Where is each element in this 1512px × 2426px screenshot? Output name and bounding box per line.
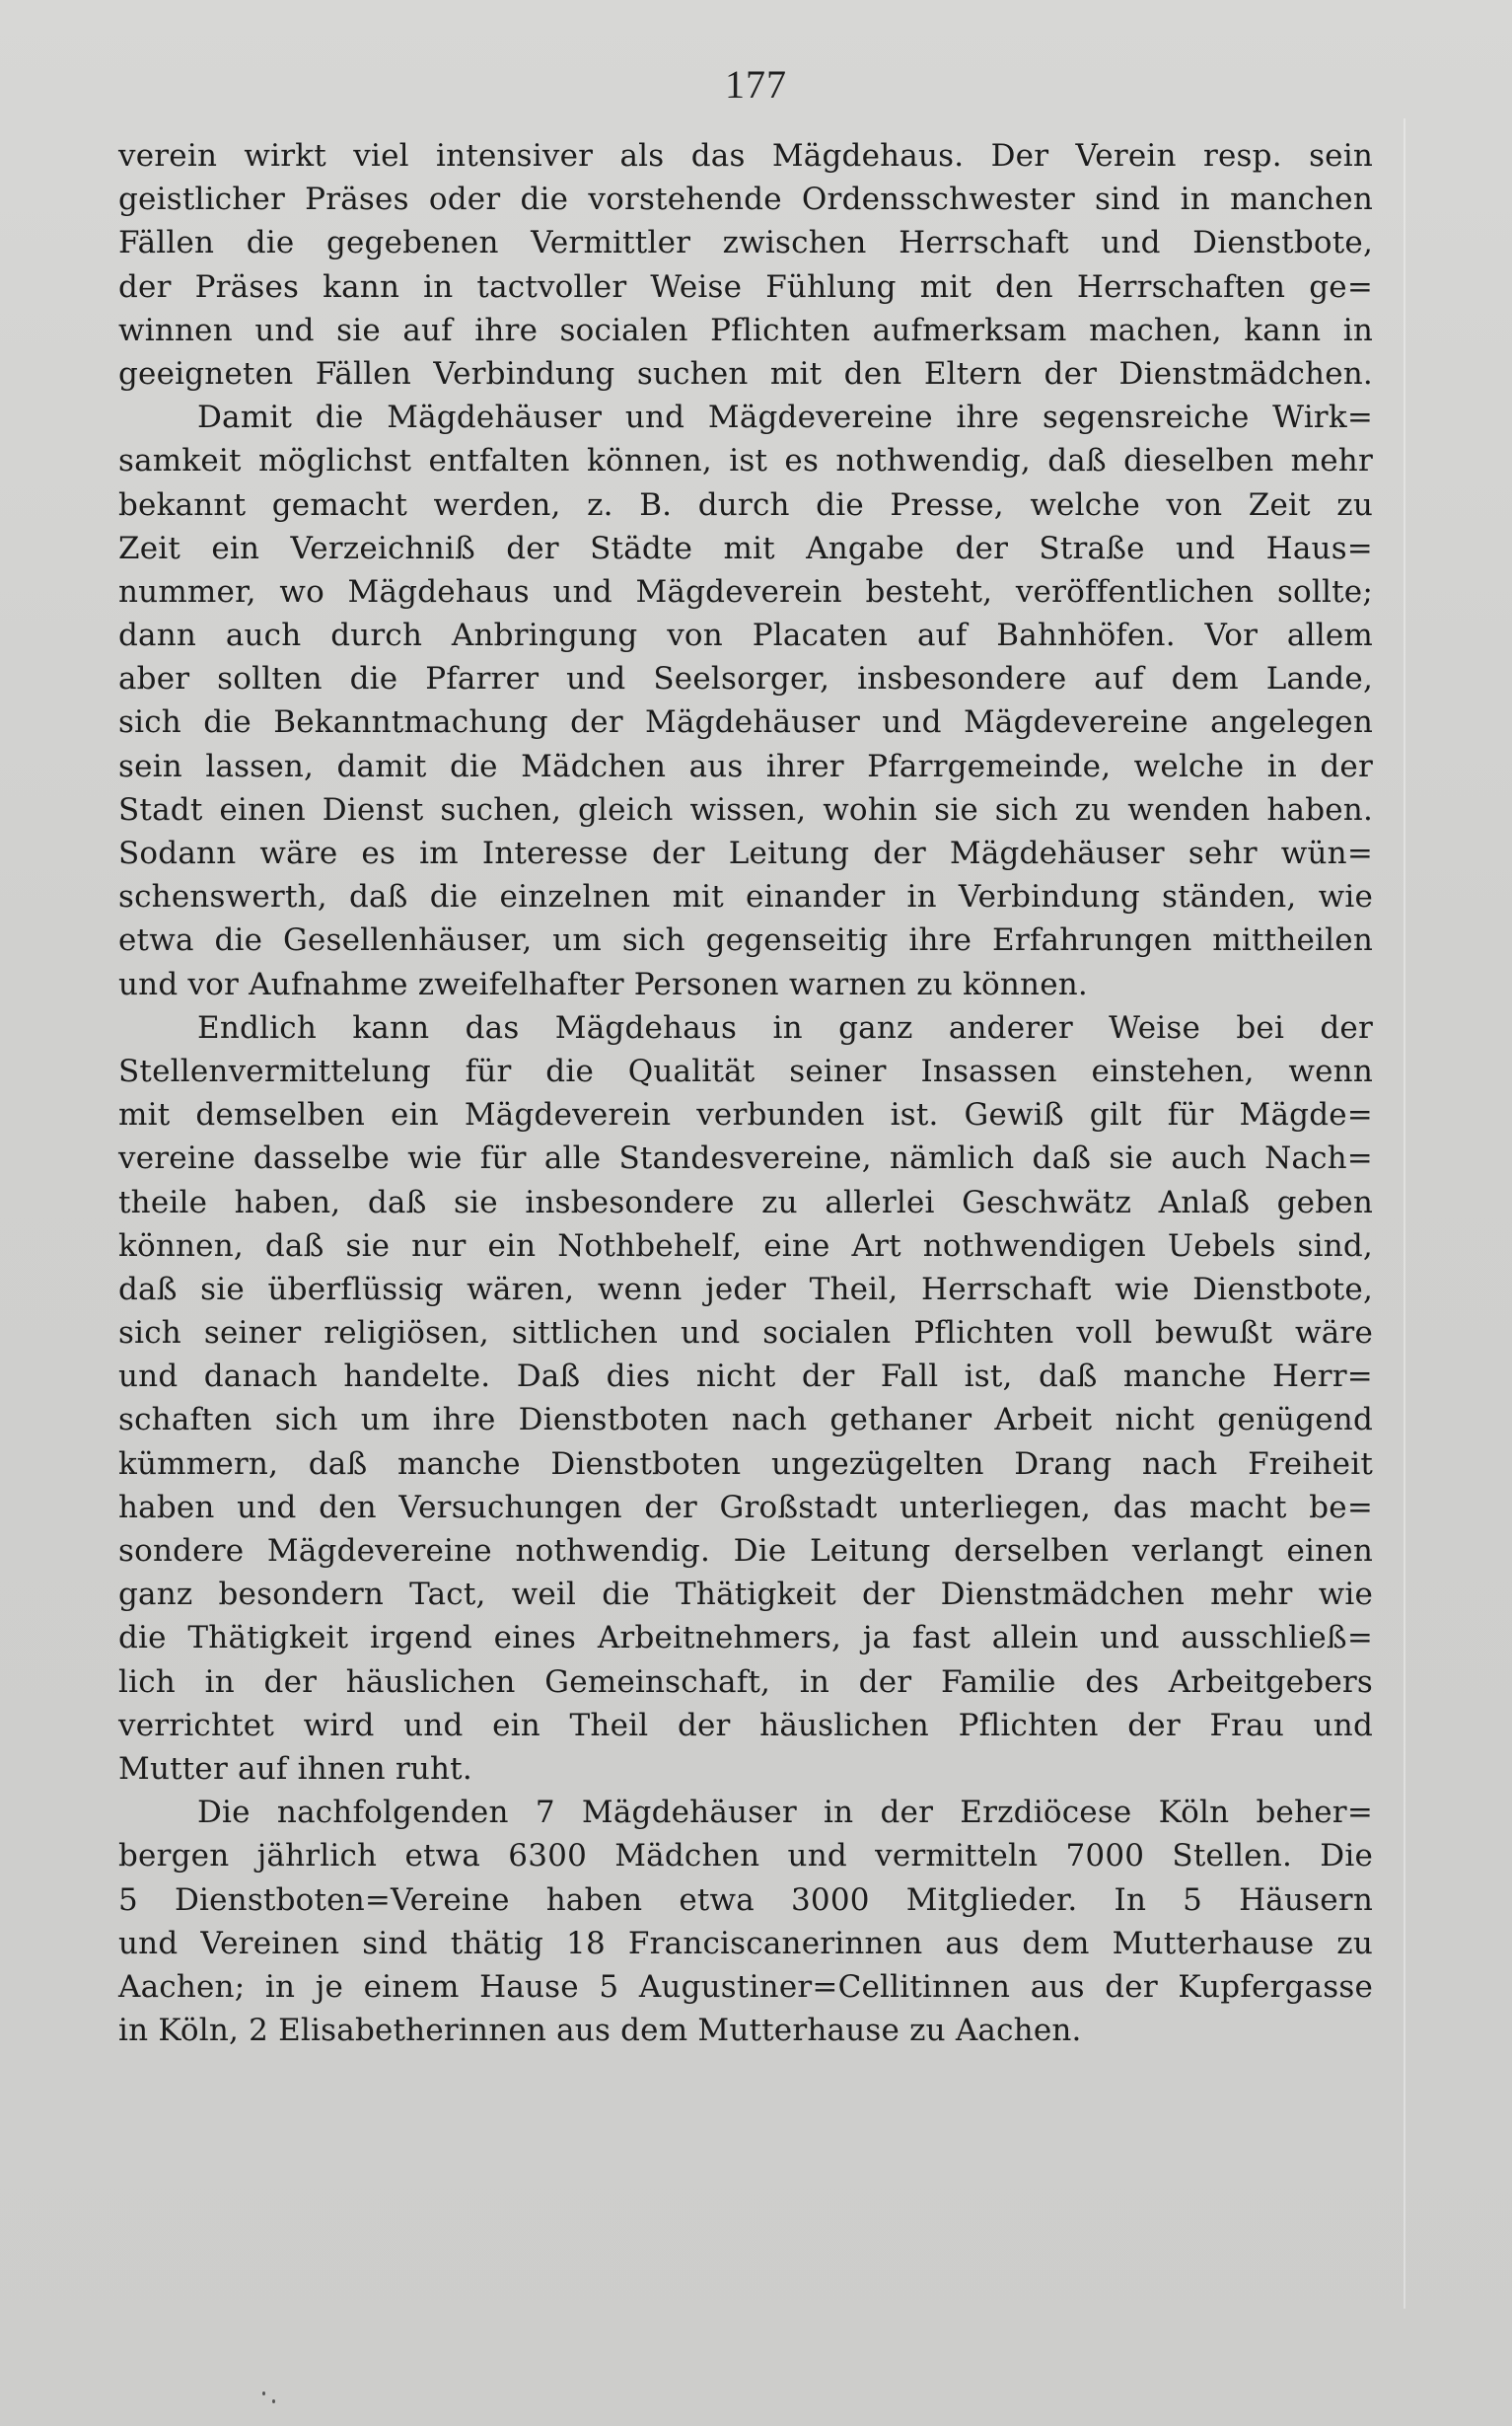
text-line: Aachen; in je einem Hause 5 Augustiner=Cellitinnen aus der Kupfergasse bbox=[118, 1968, 1373, 2005]
text-line: kümmern, daß manche Dienstboten ungezügelten Drang nach Freiheit bbox=[118, 1445, 1373, 1482]
text-line: nummer, wo Mägdehaus und Mägdeverein besteht, veröffentlichen sollte; bbox=[118, 573, 1373, 610]
text-line: verrichtet wird und ein Theil der häuslichen Pflichten der Frau und bbox=[118, 1707, 1373, 1743]
text-line: haben und den Versuchungen der Großstadt unterliegen, das macht be= bbox=[118, 1489, 1373, 1525]
paragraph-end-line: Mutter auf ihnen ruht. bbox=[118, 1750, 472, 1787]
text-line: verein wirkt viel intensiver als das Mägdehaus. Der Verein resp. sein bbox=[118, 138, 1373, 174]
paper-speck bbox=[272, 2399, 275, 2403]
text-line: sein lassen, damit die Mädchen aus ihrer Pfarrgemeinde, welche in der bbox=[118, 748, 1373, 784]
text-line: vereine dasselbe wie für alle Standesvereine, nämlich daß sie auch Nach= bbox=[118, 1140, 1373, 1177]
page-number: 177 bbox=[725, 62, 787, 107]
text-line: schaften sich um ihre Dienstboten nach gethaner Arbeit nicht genügend bbox=[118, 1402, 1373, 1438]
text-line: lich in der häuslichen Gemeinschaft, in der Familie des Arbeitgebers bbox=[118, 1663, 1373, 1700]
paragraph-start-line: Damit die Mägdehäuser und Mägdevereine ihre segensreiche Wirk= bbox=[197, 400, 1373, 436]
text-line: winnen und sie auf ihre socialen Pflichten aufmerksam machen, kann in bbox=[118, 312, 1373, 348]
text-line: und Vereinen sind thätig 18 Franciscanerinnen aus dem Mutterhause zu bbox=[118, 1925, 1373, 1961]
text-line: Sodann wäre es im Interesse der Leitung der Mägdehäuser sehr wün= bbox=[118, 836, 1373, 871]
text-line: sich die Bekanntmachung der Mägdehäuser und Mägdevereine angelegen bbox=[118, 704, 1373, 741]
text-line: geeigneten Fällen Verbindung suchen mit den Eltern der Dienstmädchen. bbox=[118, 355, 1373, 392]
text-line: Stadt einen Dienst suchen, gleich wissen, wohin sie sich zu wenden haben. bbox=[118, 791, 1373, 828]
paper-speck bbox=[262, 2391, 265, 2395]
text-line: sich seiner religiösen, sittlichen und socialen Pflichten voll bewußt wäre bbox=[118, 1315, 1373, 1352]
text-line: etwa die Gesellenhäuser, um sich gegenseitig ihre Erfahrungen mittheilen bbox=[118, 922, 1373, 959]
text-line: 5 Dienstboten=Vereine haben etwa 3000 Mitglieder. In 5 Häusern bbox=[118, 1881, 1373, 1918]
text-line: Stellenvermittelung für die Qualität seiner Insassen einstehen, wenn bbox=[118, 1053, 1373, 1089]
text-line: mit demselben ein Mägdeverein verbunden ist. Gewiß gilt für Mägde= bbox=[118, 1097, 1373, 1134]
text-line: Fällen die gegebenen Vermittler zwischen Herrschaft und Dienstbote, bbox=[118, 225, 1373, 261]
text-line: aber sollten die Pfarrer und Seelsorger, insbesondere auf dem Lande, bbox=[118, 661, 1373, 698]
paragraph-end-line: und vor Aufnahme zweifelhafter Personen warnen zu können. bbox=[118, 966, 1088, 1002]
text-line: bekannt gemacht werden, z. B. durch die Presse, welche von Zeit zu bbox=[118, 486, 1373, 523]
text-line: sondere Mägdevereine nothwendig. Die Leitung derselben verlangt einen bbox=[118, 1533, 1373, 1569]
text-line: theile haben, daß sie insbesondere zu allerlei Geschwätz Anlaß geben bbox=[118, 1184, 1373, 1220]
text-line: schenswerth, daß die einzelnen mit einander in Verbindung ständen, wie bbox=[118, 879, 1373, 916]
text-line: Zeit ein Verzeichniß der Städte mit Angabe der Straße und Haus= bbox=[118, 530, 1373, 566]
paragraph-start-line: Die nachfolgenden 7 Mägdehäuser in der Erzdiöcese Köln beher= bbox=[197, 1795, 1373, 1831]
text-line: dann auch durch Anbringung von Placaten auf Bahnhöfen. Vor allem bbox=[118, 618, 1373, 654]
text-line: können, daß sie nur ein Nothbehelf, eine Art nothwendigen Uebels sind, bbox=[118, 1227, 1373, 1264]
text-line: daß sie überflüssig wären, wenn jeder Theil, Herrschaft wie Dienstbote, bbox=[118, 1271, 1373, 1307]
text-line: samkeit möglichst entfalten können, ist es nothwendig, daß dieselben mehr bbox=[118, 443, 1373, 479]
text-line: bergen jährlich etwa 6300 Mädchen und vermitteln 7000 Stellen. Die bbox=[118, 1838, 1373, 1875]
body-text bbox=[118, 134, 1373, 2052]
paragraph-start-line: Endlich kann das Mägdehaus in ganz anderer Weise bei der bbox=[197, 1009, 1373, 1046]
text-line: die Thätigkeit irgend eines Arbeitnehmers, ja fast allein und ausschließ= bbox=[118, 1620, 1373, 1656]
page-edge-shadow bbox=[1404, 118, 1405, 2309]
text-line: geistlicher Präses oder die vorstehende Ordensschwester sind in manchen bbox=[118, 182, 1373, 218]
text-line: und danach handelte. Daß dies nicht der Fall ist, daß manche Herr= bbox=[118, 1359, 1373, 1395]
text-line: ganz besondern Tact, weil die Thätigkeit der Dienstmädchen mehr wie bbox=[118, 1577, 1373, 1613]
text-line: der Präses kann in tactvoller Weise Fühlung mit den Herrschaften ge= bbox=[118, 268, 1373, 305]
paragraph-end-line: in Köln, 2 Elisabetherinnen aus dem Mutterhause zu Aachen. bbox=[118, 2013, 1082, 2049]
